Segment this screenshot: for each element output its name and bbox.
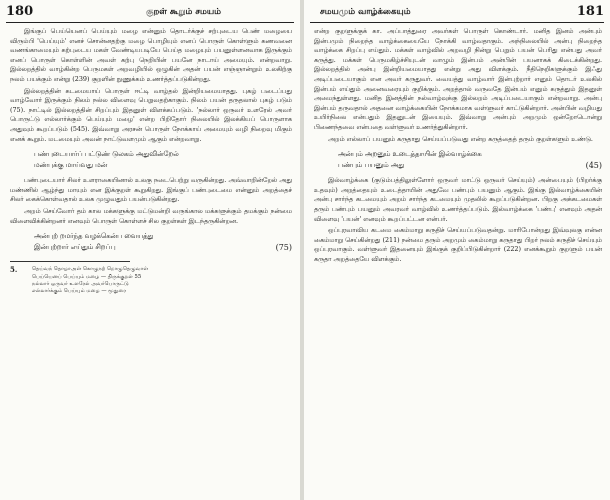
footnote-line: பெய்யெனப் பெய்யும் மழை — திருக்குறள் 55 — [32, 273, 142, 280]
footnote-mark: 5. — [10, 265, 18, 275]
right-page — [304, 0, 610, 500]
verse-quote — [34, 149, 292, 171]
left-page-body — [0, 27, 300, 296]
right-page-header — [310, 4, 604, 23]
footnote-lines — [32, 266, 148, 296]
footnote — [10, 266, 292, 296]
footnote-line: தெய்வந் தொழாஅள் கொழுநற் றொழுதெழுவாள் — [32, 266, 149, 273]
verse-line: அன்பும் அறனும் உடைத்தாயின் இல்வாழ்க்கை — [338, 150, 482, 159]
verse-line: மண்புக்கு மாய்வது மன் — [34, 161, 108, 170]
paragraph: இங்குப் பெய்யெனப் பெய்யும் மழை என்னும் தொடர்க்குச் சற்புடைய பெண் மழையை விரும்பி 'பெய்யும்' எனச் சொன்னதற்கு மழை பொழியும் எனப் பொருள் கொள்ளும் கணவனை வணங்காமையும் கற்புடைய மகள் வேண்டியபடியே பெய்த மழையும் பயனுள்ளனவாக இருக்கும் எனப் பொருள் கொள்ளின் அவள் கற்பு நெறியின் பயனே நாடாய் அமையும். என்றவாறு. இல்லறத்தில் வாழ்கின்ற பெருமகள் அறவழியில் ஒழுகின் அதன் பயன் எஞ்ஞான்றும் உலகிற்கு நலம் பயக்கும் என்று (239) குறளின் நுணுக்கம் உணர்த்தப்படுகின்றது. — [10, 27, 292, 83]
verse-line: பண்புடையார்ப் பட்டுண் டுலகம் அதுவின்றேல் — [34, 150, 179, 159]
footnote-line: நல்லார் ஒருவர் உளரேல் அவர்பொருட்டு — [32, 280, 129, 287]
page-number: 180 — [6, 4, 34, 19]
verse-number: (75) — [275, 243, 292, 253]
paragraph: இல்வாழ்க்கை (குடும்பத்திலுள்ளோர் ஒருவர் மாட்டு ஒருவர் செய்யும்) அன்பையும் (பிறர்க்கு உதவும்) அறத்தையும் உடைத்தாயின் அதுவே பண்பும் பயனும் ஆகும். இங்கு இல்வாழ்க்கையின் அன்பு சார்ந்த கடமையும் அறம் சார்ந்த கடமையும் முதலில் கூறப்படுகின்றன. பிறகு அக்கடமைகள் தரும் பண்பும் பயனும் அவரவர் வாழ்வில் உணர்த்தப்படும். இல்வாழ்க்கை 'பண்பு' எனவும் அதன் விளைவு 'பயன்' எனவும் கூறப்பட்டன என்பர். — [314, 176, 602, 223]
paragraph: இல்லறத்தின் கடமையாய் பொருள் ஈட்டி வாழ்தல் இன்றியமையாதது. புகழ் படைப்பது வாழ்வோர் இருக்கும் நிலம் நல்ல விளைவு பெறுவதற்காகும். நிலம் பயன் தருதலால் புகழ் படும் (75). நாட்டில் இல்லறத்தின் சிறப்பும் இதனுள் விளக்கப்படும். 'நல்லார் ஒருவர் உளரேல் அவர் பொருட்டு எல்லார்க்கும் பெய்யும் மழை' என்ற பிறிதோர் நிலையில் இலக்கியப் பொருளாக அதுவும் கூறப்படும் (545). இவ்வாறு அரசன் பொருள் நோக்காய் அமையும் வழி நிறைவு மிகும் எனக் கூறும். மடமையும் அவன் நாட்டுவளமும் ஆகும் என்றவாறு. — [10, 86, 292, 143]
running-title: சமயமும் வாழ்க்கையும் — [320, 7, 411, 17]
left-page — [0, 0, 300, 500]
paragraph: அறம் எல்லாப் பயனும் கருதாது செய்யப்படுவது என்ற கருத்தைத் தரும் குறள்களும் உண்டு. — [328, 134, 593, 143]
running-title: குறள் கூறும் சமயம் — [146, 7, 222, 17]
left-page-header — [6, 4, 294, 23]
page-number: 181 — [576, 4, 604, 19]
verse-quote — [34, 231, 292, 253]
paragraph: ஒப்புரவாவிய கடமை கைம்மாறு கருதிச் செய்யப்படுவதன்று. மாரிபோன்றது இவ்வுலகு என்ன கைம்மாறு செய்கின்றது (211) நன்மை தரும் அறமும் கைம்மாறு கருதாது பிறர் நலம் கருதிச் செய்யும் ஒப்புரவாகும். வள்ளுவர் இதனையும் இங்குக் குறிப்பிடுகின்றார் (222) எனக்கூறும் குறளும் பயன் கருதா அறத்தையே விளக்கும். — [314, 226, 602, 263]
paragraph: என்ற குறளுக்குக் கா. அப்பாத்துரை அவர்கள் பொருள் கொண்டார். மனித இனம் அன்பும் இன்பமும் நிறைந்த வாழ்க்கையையே நோக்கி வாழ்வதாகும். அந்நிலையில் அன்பு நிறைந்த வாழ்க்கை சிறப்பு எய்தும். மக்கள் வாழ்வில் அறவழி நின்று பெறும் பயன் பெரிது என்பது அவர் கருத்து. மக்கள் பெருமகிழ்ச்சியுடன் வாழும் இன்பம் அன்பின் பயனாகக் கிடைக்கின்றது. இல்லறத்தில் அன்பு இன்றியமையாதது என்று அது விளக்கும். நீதிநெறிகளுக்கும் இஃது அடிப்படையாகும் என அவர் கருதுவர். வையத்து வாழ்வார் இன்புற்றார் எனும் தொடர் உலகில் இன்பம் எய்தும் அனைவரையும் குறிக்கும். அறத்தால் வருவதே இன்பம் எனும் கருத்தும் இதனுள் அமைந்துள்ளது. மனித இனத்தின் நல்வாழ்வுக்கு இல்லறம் அடிப்படையாகும் என்றவாறு. அன்பு இன்பம் தருவதால் அதனை வாழ்க்கையின் நோக்கமாக வள்ளுவர் காட்டுகின்றார். அன்பின் வழியது உயிர்நிலை என்பதும் இதனுடன் இயையும். இவ்வாறு அன்பும் அறமும் ஒன்றோடொன்று பிணைந்தவை என்பதை வள்ளுவர் உணர்த்துகின்றார். — [314, 27, 602, 131]
verse-line — [338, 160, 602, 171]
verse-line-text: இன்புற்றார் எய்தும் சிறப்பு — [34, 243, 116, 252]
verse-quote — [338, 149, 602, 171]
right-page-body — [304, 27, 610, 264]
footnote-line: எல்லார்க்கும் பெய்யும் மழை — மூதுரை — [32, 288, 126, 295]
verse-line — [34, 242, 292, 253]
paragraph: பண்புடையார் சிலர் உளராகையினால் உலகு நடைபெற்று வருகின்றது. அவ்வாறின்றேல் அது மண்ணில் ஆழ்ந்து மாயும் என இக்குறள் கூறுகிறது. இங்குப் பண்புடைமை என்னும் அறத்தைச் சிலர் கைக்கொள்வதால் உலக முழுவதும் பயன்படுகின்றது. — [10, 176, 292, 204]
verse-line: அன்புற் றமர்ந்த வழக்கென்ப வையத்து — [34, 232, 154, 241]
verse-number: (45) — [585, 161, 602, 171]
paragraph: அறம் செய்வோர் தம் கால மக்களுக்கு மட்டுமன்றி வருங்கால மக்களுக்கும் தமக்கும் நன்மை விளைவிக்கின்றனர் எனவும் பொருள் கொள்ளச் சில குறள்கள் இடந்தருகின்றன. — [10, 206, 292, 225]
footnote-rule — [10, 261, 130, 262]
verse-line-text: பண்பும் பயனும் அது — [338, 161, 405, 170]
